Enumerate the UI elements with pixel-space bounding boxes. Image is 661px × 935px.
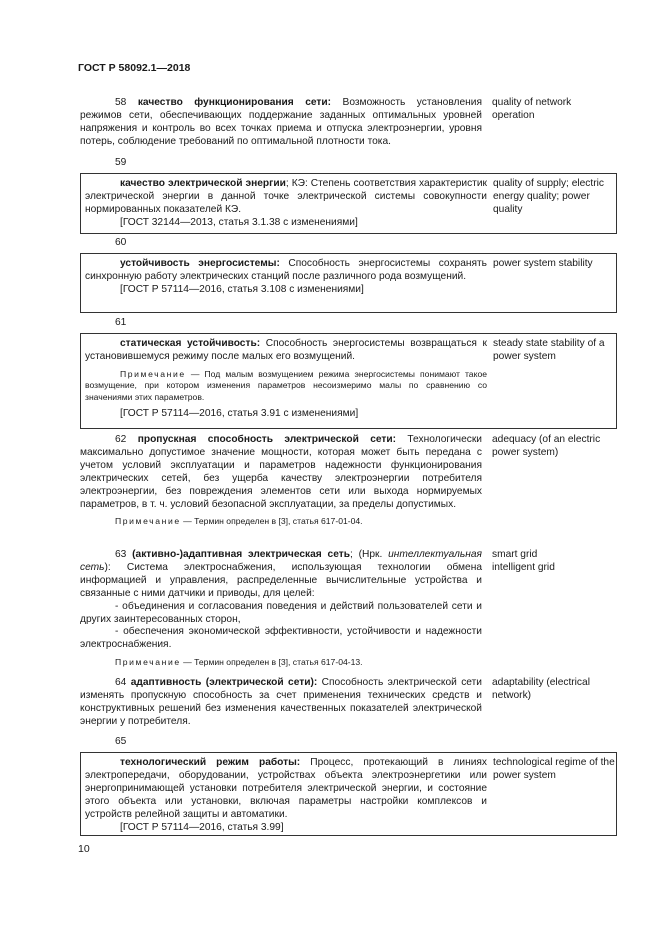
term-number-61: 61 [115, 317, 127, 328]
page-number: 10 [78, 843, 90, 855]
term-number-60: 60 [115, 237, 127, 248]
term-number: 58 [115, 97, 127, 108]
term-number: 64 [115, 677, 127, 688]
term-english: quality of supply; electric energy quality; power quality [493, 178, 604, 215]
term-name: технологический режим работы: [120, 757, 301, 768]
note-text: — Под малым возмущением режима энергосистемы понимают такое возмущение, при котором изменения параметров несоизмеримо малы по сравнению со значениями этих параметров. [85, 368, 487, 402]
term-definition-ru [85, 178, 487, 230]
term-name: пропускная способность электрической сети: [137, 434, 397, 445]
note-label: Примечание [115, 516, 181, 527]
term-name: качество электрической энергии [120, 178, 286, 189]
source-reference: [ГОСТ 32144—2013, статья 3.1.38 с изменениями] [120, 216, 358, 228]
term-entry-64 [80, 677, 615, 732]
term-definition-ru [80, 677, 482, 729]
definition-text: Способность энергосистемы сохранять синхронную работу электрических станций после различного рода возмущений. [85, 258, 487, 282]
document-header: ГОСТ Р 58092.1—2018 [78, 62, 191, 74]
term-english-1: smart grid [492, 549, 538, 560]
term-number: 63 [115, 549, 127, 560]
term-english: power system stability [493, 258, 593, 269]
term-english: steady state stability of a power system [493, 338, 605, 362]
deprecated-term: интеллектуальная сеть [80, 549, 482, 573]
term-number: 62 [115, 434, 127, 445]
definition-text: ): Система электроснабжения, использующая технологии обмена информацией и управления, распределенные вычислительные устройства и связанные с ними датчики и приводы, для целей: [80, 561, 482, 599]
note-label: Примечание [115, 657, 181, 668]
term-english [492, 549, 614, 575]
term-definition-ru [85, 338, 487, 421]
source-reference: [ГОСТ Р 57114—2016, статья 3.99] [120, 821, 284, 833]
term-name: адаптивность (электрической сети): [130, 677, 318, 688]
term-english-2: intelligent grid [492, 561, 555, 573]
term-number-59: 59 [115, 157, 127, 168]
term-entry-58 [80, 97, 615, 155]
term-name: устойчивость энергосистемы: [120, 258, 280, 269]
term-definition-ru [80, 549, 482, 669]
definition-text: Технологически максимально допустимое значение мощности, которая может быть передана с учетом условий эксплуатации и параметров надежности функционирования электрических сетей, без ущерба качеству электроэнергии потребителя электроэнергии, без повреждения элементов сети или выхода нормируемых параметров, в т. ч. условий безопасной эксплуатации, за пределы допустимых. [80, 434, 482, 510]
term-note [80, 516, 482, 527]
note-text: — Термин определен в [3], статья 617-04-13. [180, 657, 363, 668]
term-english: technological regime of the power system [493, 757, 615, 781]
term-box-60 [80, 253, 617, 313]
term-definition-ru [85, 757, 487, 834]
term-definition-ru [80, 97, 482, 149]
term-english: adaptability (electrical network) [492, 677, 590, 701]
term-english: adequacy (of an electric power system) [492, 434, 601, 458]
term-box-65 [80, 752, 617, 836]
term-number-65: 65 [115, 736, 127, 747]
term-note [80, 657, 482, 668]
term-definition-ru [85, 258, 487, 297]
term-note [85, 369, 487, 403]
definition-text: Способность энергосистемы возвращаться к установившемуся режиму после малых его возмущений. [85, 338, 487, 362]
deprecated-prefix: ; (Нрк. [350, 549, 389, 560]
list-item: - обеспечения экономической эффективности, устойчивости и надежности электроснабжения. [80, 626, 482, 651]
definition-text: ; КЭ: Степень соответствия характеристик электрической энергии в данной точке электрической системы совокупности нормированных показателей КЭ. [85, 178, 488, 215]
note-text: — Термин определен в [3], статья 617-01-04. [180, 516, 363, 527]
term-entry-63 [80, 549, 615, 671]
term-name: (активно-)адаптивная электрическая сеть [132, 549, 350, 560]
note-label: Примечание [120, 368, 186, 379]
term-english: quality of network operation [492, 97, 572, 121]
term-definition-ru [80, 434, 482, 528]
term-box-59 [80, 173, 617, 234]
definition-text: Возможность установления режимов сети, обеспечивающих поддержание заданных оптимальных уровней напряжения и контроль во всех точках приема и отпуска электроэнергии, уровня потерь, соблюдение требований по оптимальной плотности тока. [80, 97, 482, 147]
term-box-61 [80, 333, 617, 429]
term-entry-62 [80, 434, 615, 544]
term-name: статическая устойчивость: [120, 338, 261, 349]
list-item: - объединения и согласования поведения и действий пользователей сети и других заинтересованных сторон, [80, 600, 482, 625]
definition-text: Процесс, протекающий в линиях электропередачи, оборудовании, устройствах объекта электроэнергетики или энергопринимающей установки потребителя электрической энергии, и состояние этого объекта или установки, включая параметры настройки комплексов и устройств релейной защиты и автоматики. [85, 757, 487, 820]
term-name: качество функционирования сети: [137, 97, 332, 108]
source-reference: [ГОСТ Р 57114—2016, статья 3.91 с изменениями] [120, 408, 359, 420]
source-reference: [ГОСТ Р 57114—2016, статья 3.108 с изменениями] [120, 283, 364, 295]
definition-text: Способность электрической сети изменять пропускную способность за счет применения технических средств и конструктивных решений без изменения качественных показателей электрической энергии у потребителя. [80, 677, 482, 727]
